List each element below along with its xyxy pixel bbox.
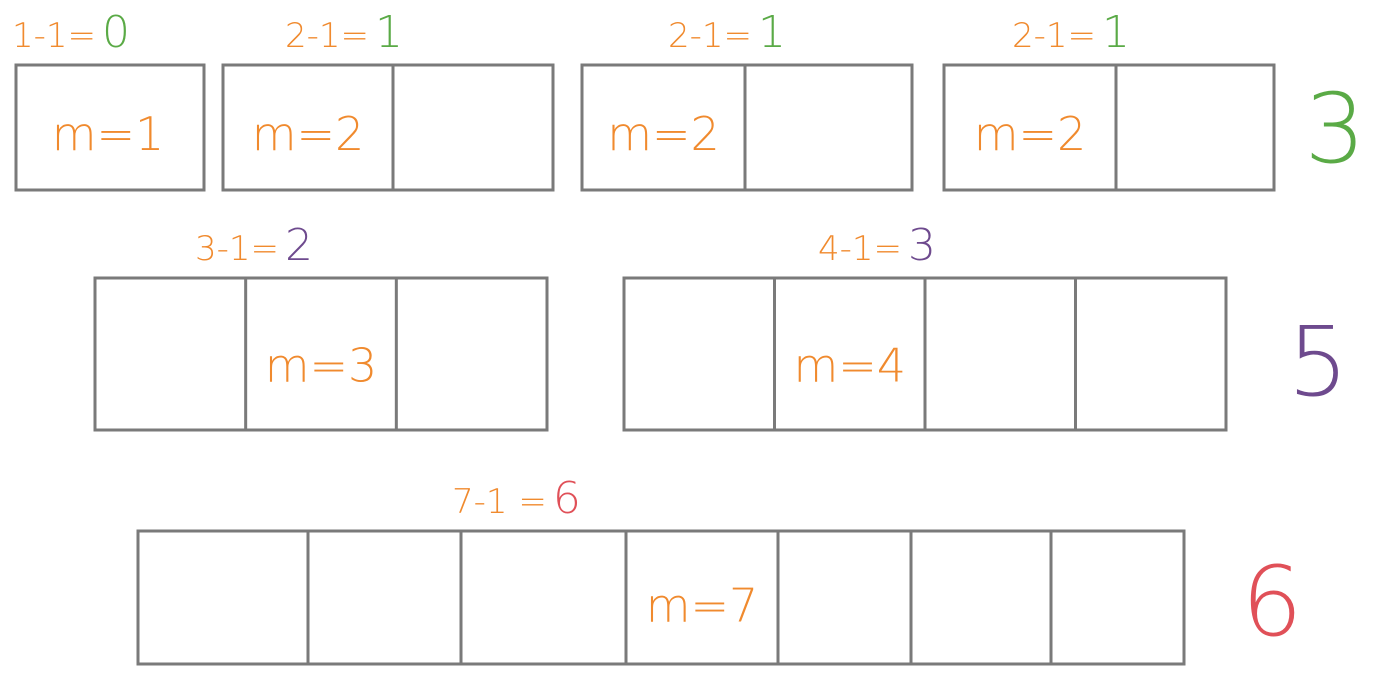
- equation: [452, 473, 581, 524]
- cell-group: [138, 473, 1184, 664]
- m-label: m=2: [973, 107, 1087, 161]
- row-total: 6: [1241, 546, 1303, 658]
- equation-prefix: 7-1 =: [452, 482, 547, 522]
- m-label: m=3: [264, 338, 378, 393]
- cell-group: [95, 220, 547, 430]
- m-label: m=2: [251, 107, 365, 161]
- equation: [668, 7, 786, 58]
- equation-prefix: 1-1=: [12, 16, 97, 56]
- equation: [285, 7, 403, 58]
- row-total: 5: [1287, 306, 1349, 418]
- m-label: m=1: [51, 107, 165, 161]
- row-2: [95, 220, 1349, 430]
- cell-group: [624, 220, 1226, 430]
- equation-result: 1: [375, 7, 404, 58]
- equation: [195, 220, 313, 271]
- equation: [818, 220, 936, 271]
- row-1: [12, 7, 1366, 190]
- equation-result: 6: [552, 473, 581, 524]
- equation-prefix: 2-1=: [1012, 16, 1097, 56]
- equation-prefix: 3-1=: [195, 229, 280, 269]
- row-total: 3: [1304, 73, 1366, 185]
- row-3: [138, 473, 1303, 664]
- equation-result: 1: [1102, 7, 1131, 58]
- cell-group: [944, 7, 1274, 190]
- cell-group: [12, 7, 204, 190]
- m-label: m=4: [793, 338, 907, 393]
- m-label: m=2: [607, 107, 720, 161]
- equation: [12, 7, 130, 58]
- cell-group: [223, 7, 553, 190]
- cell-group: [582, 7, 912, 190]
- equation: [1012, 7, 1130, 58]
- equation-result: 1: [758, 7, 787, 58]
- m-label: m=7: [645, 578, 759, 633]
- equation-prefix: 4-1=: [818, 229, 903, 269]
- equation-prefix: 2-1=: [668, 16, 753, 56]
- equation-result: 0: [102, 7, 131, 58]
- equation-result: 3: [908, 220, 937, 271]
- equation-prefix: 2-1=: [285, 16, 370, 56]
- equation-result: 2: [285, 220, 314, 271]
